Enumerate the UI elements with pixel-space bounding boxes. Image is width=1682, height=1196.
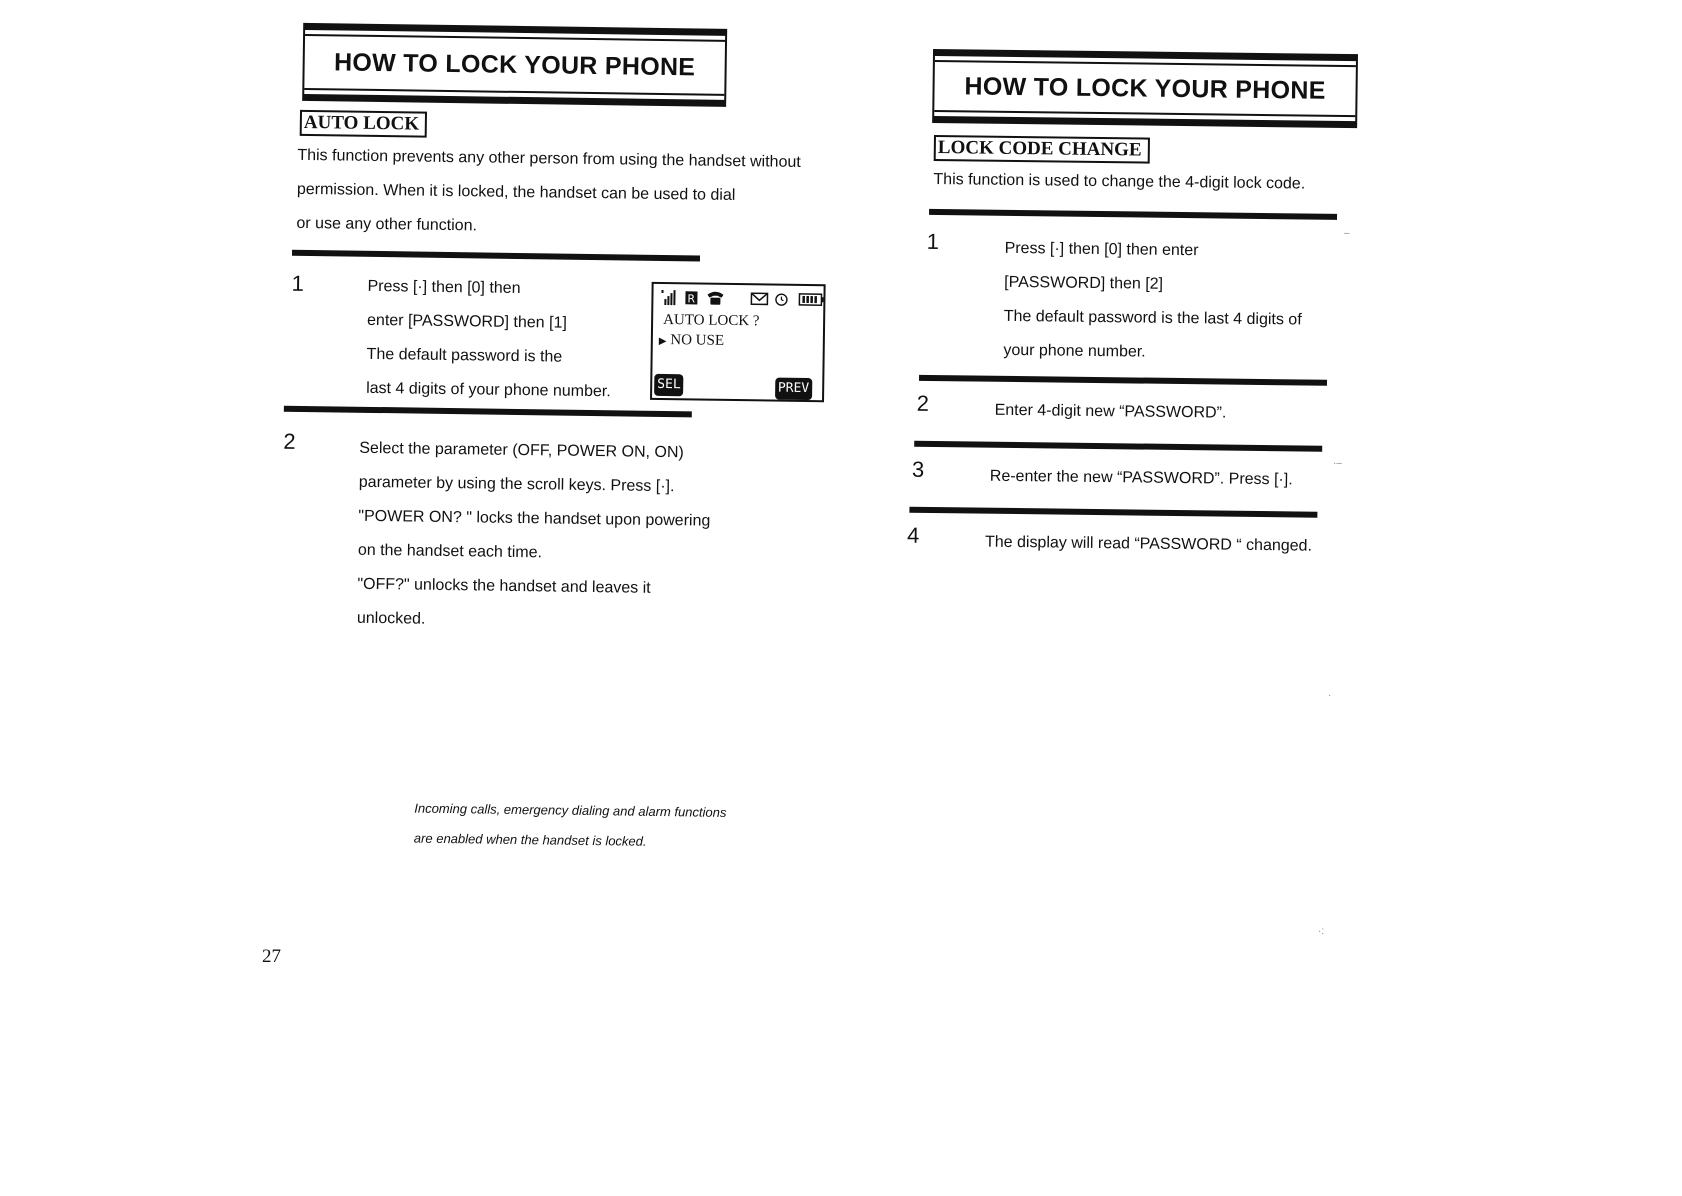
step-divider	[292, 250, 700, 262]
intro-line: or use any other function.	[296, 214, 478, 235]
intro-line: This function prevents any other person from using the handset without	[297, 146, 801, 171]
step-number: 1	[291, 270, 305, 296]
step-divider	[929, 209, 1337, 220]
sel-softkey: SEL	[654, 374, 684, 396]
auto-lock-heading: AUTO LOCK	[300, 110, 428, 138]
note-line: are enabled when the handset is locked.	[413, 830, 647, 849]
step-number: 2	[916, 390, 930, 416]
step-line: Select the parameter (OFF, POWER ON, ON)	[359, 439, 684, 462]
step-number: 2	[283, 428, 296, 454]
left-title-box	[302, 23, 727, 107]
display-status-icons	[659, 288, 829, 308]
scan-speck: ·:	[1318, 926, 1325, 937]
right-step-1-text	[1003, 232, 1303, 372]
left-page-title: HOW TO LOCK YOUR PHONE	[333, 47, 696, 81]
scan-speck: ·	[1328, 690, 1332, 701]
step-number: 4	[906, 522, 920, 548]
intro-line: permission. When it is locked, the handset can be used to dial	[296, 180, 736, 204]
display-line-1: AUTO LOCK ?	[663, 311, 760, 330]
phone-icon	[707, 292, 723, 305]
lock-code-intro: This function is used to change the 4-digit lock code.	[933, 170, 1306, 193]
right-step-4-text: The display will read “PASSWORD “ changed.	[984, 533, 1313, 555]
step-number: 3	[911, 456, 925, 482]
step-line: The default password is the	[366, 345, 563, 366]
right-page-title: HOW TO LOCK YOUR PHONE	[964, 71, 1326, 105]
step-line: "POWER ON? " locks the handset upon powering	[358, 507, 711, 530]
phone-display	[650, 282, 826, 402]
step-line: enter [PASSWORD] then [1]	[366, 311, 567, 332]
right-step-3-text: Re-enter the new “PASSWORD”. Press [·].	[989, 467, 1293, 489]
battery-icon	[799, 294, 823, 305]
step-divider	[909, 507, 1317, 518]
envelope-icon	[751, 293, 767, 304]
step-line: your phone number.	[1003, 341, 1146, 361]
prev-softkey: PREV	[775, 378, 813, 401]
step-number: 1	[926, 228, 940, 255]
step-line: on the handset each time.	[357, 541, 543, 562]
page-number: 27	[262, 946, 281, 967]
step-line: Press [·] then [0] then	[367, 277, 521, 297]
scan-speck: –	[1344, 228, 1350, 239]
right-title-box	[932, 49, 1358, 128]
step-line: last 4 digits of your phone number.	[366, 379, 611, 401]
display-line-2-text: NO USE	[670, 332, 725, 349]
step-divider	[919, 375, 1327, 386]
svg-text:R: R	[687, 292, 696, 306]
step-line: Press [·] then [0] then enter	[1004, 239, 1199, 260]
locked-note	[414, 794, 727, 858]
signal-icon	[661, 290, 675, 305]
step-line: The default password is the last 4 digits of	[1003, 307, 1302, 329]
step-line: "OFF?" unlocks the handset and leaves it	[357, 575, 651, 597]
step-1-text	[366, 270, 612, 409]
step-line: [PASSWORD] then [2]	[1004, 273, 1164, 293]
lock-code-change-heading: LOCK CODE CHANGE	[934, 135, 1150, 164]
scan-speck: ·–	[1333, 458, 1342, 469]
note-line: Incoming calls, emergency dialing and alarm functions	[414, 800, 727, 820]
step-divider	[914, 441, 1322, 452]
auto-lock-intro	[296, 139, 801, 248]
step-2-text	[357, 432, 712, 641]
display-line-2	[659, 330, 725, 353]
step-line: parameter by using the scroll keys. Press [·].	[358, 473, 675, 496]
pointer-icon: ▶	[658, 335, 667, 348]
r-box-icon	[685, 291, 697, 305]
right-step-2-text: Enter 4-digit new “PASSWORD”.	[994, 401, 1227, 422]
right-page	[906, 0, 1682, 1196]
step-line: unlocked.	[356, 609, 426, 628]
alarm-icon	[776, 294, 787, 305]
